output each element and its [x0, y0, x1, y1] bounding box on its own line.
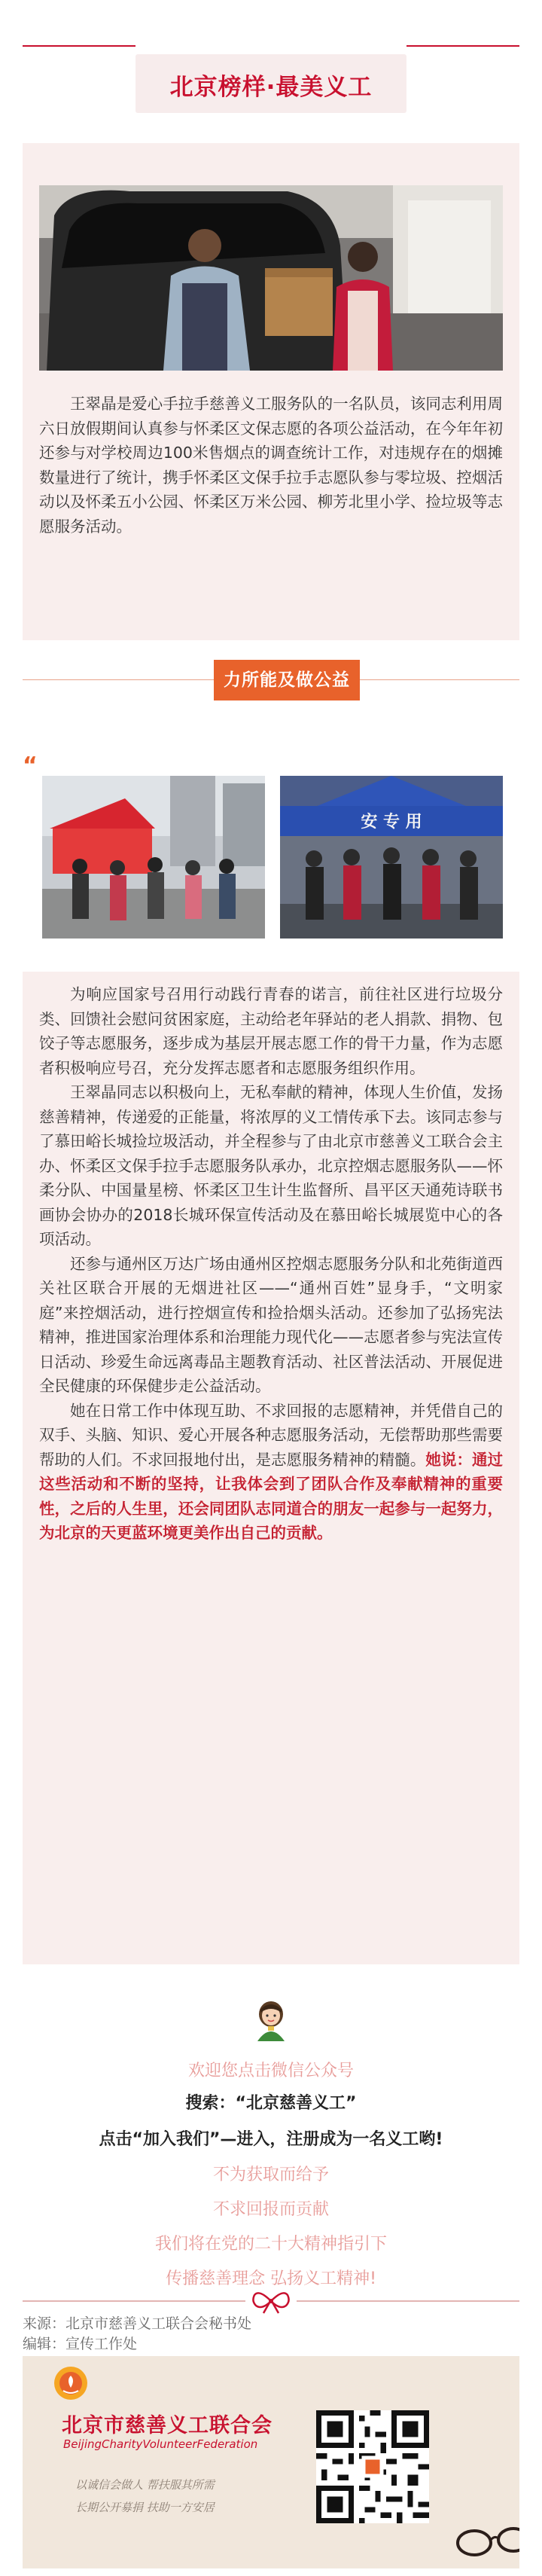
story-paragraph-1: 为响应国家号召用行动践行青春的诺言，前往社区进行垃圾分类、回馈社会慰问贫困家庭，主动给老年驿站的老人捐款、捐物、包饺子等志愿服务，逐步成为基层开展志愿工作的骨干力量，作为志愿者积极响应号召，充分发挥志愿者和志愿服务组织作用。 [39, 985, 503, 1077]
bow-icon [251, 2288, 291, 2315]
banner-rule-left [23, 45, 136, 47]
cta-line-3: 点击“加入我们”—进入，注册成为一名义工哟! [99, 2130, 443, 2149]
story-paragraph-2: 王翠晶同志以积极向上，无私奉献的精神，体现人生价值，发扬慈善精神，传递爱的正能量，将浓厚的义工情传承下去。该同志参与了慕田峪长城捡垃圾活动，并全程参与了由北京市慈善义工联合会主办、怀柔区文保手拉手志愿服务队承办，北京控烟志愿服务队——怀柔分队、中国量星榜、怀柔区卫生计生监督所、昌平区天通苑诗联书画协会协办的2018长城环保宣传活动及在慕田峪长城展览中心的各项活动。 [39, 1083, 503, 1248]
glasses-icon [444, 2514, 519, 2559]
story-paragraph-4-text: 她在日常工作中体现互助、不求回报的志愿精神，并凭借自己的双手、头脑、知识、爱心开展各种志愿服务活动，无偿帮助那些需要帮助的人们。不求回报地付出，是志愿服务精神的精髓。 [39, 1401, 503, 1469]
story-paragraph-4 [39, 1399, 503, 1546]
story-paragraphs [39, 982, 503, 1546]
qr-code-icon [316, 2410, 429, 2523]
story-paragraph-3: 还参与通州区万达广场由通州区控烟志愿服务分队和北苑街道西关社区联合开展的无烟进社区——“通州百姓”显身手，“文明家庭”来控烟活动，进行控烟宣传和捡拾烟头活动。还参加了弘扬宪法精神，推进国家治理体系和治理能力现代化——志愿者参与宪法宣传日活动、珍爱生命远离毒品主题教育活动、社区普法活动、开展促进全民健康的环保健步走公益活动。 [39, 1254, 503, 1395]
activity-photo-tent [42, 776, 265, 939]
tent-label: 安 专 用 [361, 813, 422, 832]
editor-credit: 编辑：宣传工作处 [23, 2336, 138, 2352]
divider-right [297, 2300, 519, 2302]
volunteer-avatar-icon [253, 1999, 289, 2041]
federation-logo-icon [53, 2365, 89, 2401]
activity-photo-group [280, 776, 503, 939]
cta-line-7: 传播慈善理念 弘扬义工精神! [166, 2269, 376, 2288]
federation-card [23, 2356, 519, 2568]
cta-line-5: 不求回报而贡献 [212, 2200, 329, 2219]
federation-name: 北京市慈善义工联合会 [62, 2414, 273, 2437]
quote-icon: “ [23, 752, 38, 779]
tag-rule-left [23, 679, 214, 680]
divider-left [23, 2300, 245, 2302]
volunteer-photo-car [39, 185, 503, 371]
source-credit: 来源：北京市慈善义工联合会秘书处 [23, 2315, 252, 2332]
page-title: 北京榜样·最美义工 [169, 74, 373, 101]
banner-rule-right [406, 45, 519, 47]
tag-rule-right [360, 679, 519, 680]
cta-line-6: 我们将在党的二十大精神指引下 [154, 2235, 387, 2254]
intro-text: 王翠晶是爱心手拉手慈善义工服务队的一名队员，该同志利用周六日放假期间认真参与怀柔区文保志愿的各项公益活动，在今年年初还参与对学校周边100米售烟点的调查统计工作，对违规存在的烟摊数量进行了统计，携手怀柔区文保手拉手志愿队参与零垃圾、控烟活动以及怀柔五小公园、怀柔区万米公园、柳芳北里小学、捡垃圾等志愿服务活动。 [39, 395, 503, 536]
volunteer-quote-highlight: 她说：通过这些活动和不断的坚持，让我体会到了团队合作及奉献精神的重要性，之后的人生里，还会同团队志同道合的朋友一起参与一起努力，为北京的天更蓝环境更美作出自己的贡献。 [39, 1450, 504, 1542]
federation-slogan-2: 长期公开募捐 扶助一方安居 [75, 2501, 215, 2514]
cta-line-1: 欢迎您点击微信公众号 [187, 2062, 354, 2080]
intro-paragraph [39, 392, 503, 539]
federation-slogan-1: 以诚信会做人 帮扶服其所需 [75, 2478, 215, 2492]
section-tag: 力所能及做公益 [214, 660, 360, 700]
federation-english-name: BeijingCharityVolunteerFederation [63, 2437, 258, 2451]
cta-line-4: 不为获取而给予 [212, 2165, 329, 2184]
title-banner [136, 54, 406, 113]
cta-line-2: 搜索：“北京慈善义工” [185, 2094, 357, 2113]
